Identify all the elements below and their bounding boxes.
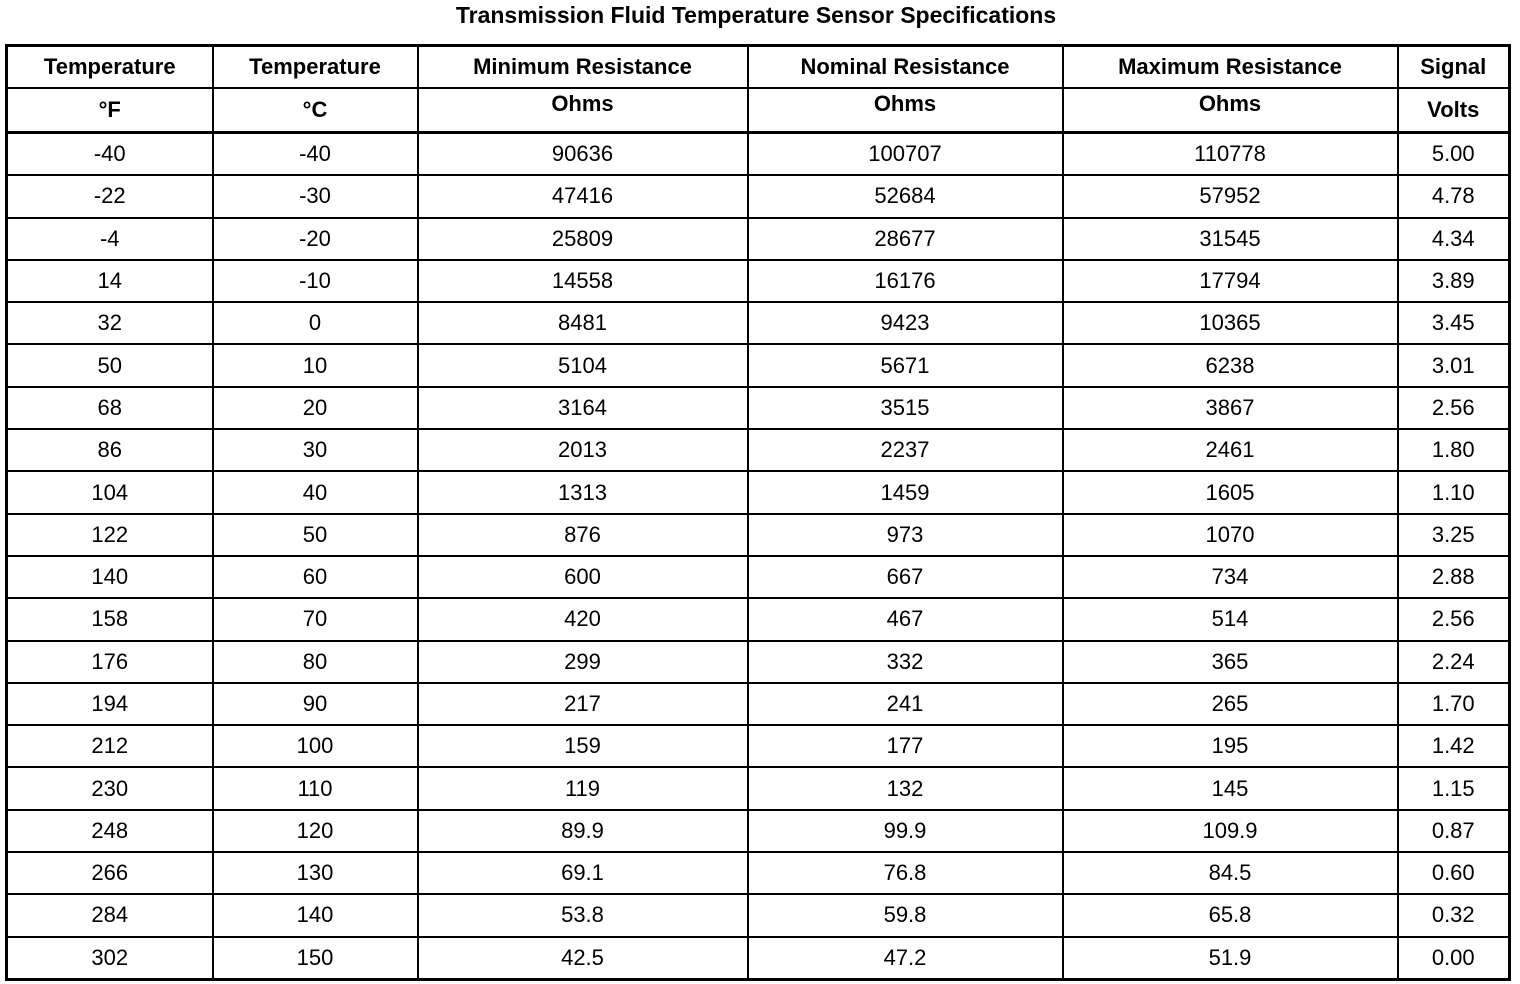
nominal-resistance-cell: 177 bbox=[748, 725, 1063, 767]
min-resistance-cell: 42.5 bbox=[418, 937, 748, 980]
nominal-resistance-cell: 28677 bbox=[748, 218, 1063, 260]
max-resistance-cell: 1070 bbox=[1063, 514, 1398, 556]
signal-volts-cell: 5.00 bbox=[1398, 133, 1510, 176]
temp-f-cell: 176 bbox=[7, 641, 213, 683]
temp-f-cell: 158 bbox=[7, 598, 213, 640]
signal-volts-cell: 4.78 bbox=[1398, 175, 1510, 217]
nominal-resistance-cell: 16176 bbox=[748, 260, 1063, 302]
table-row bbox=[7, 471, 1510, 513]
unit-ohms-minimum: Ohms bbox=[418, 88, 748, 133]
unit-fahrenheit: °F bbox=[7, 88, 213, 133]
signal-volts-cell: 0.60 bbox=[1398, 852, 1510, 894]
nominal-resistance-cell: 3515 bbox=[748, 387, 1063, 429]
header-row-labels bbox=[7, 46, 1510, 89]
temp-c-cell: 70 bbox=[213, 598, 418, 640]
max-resistance-cell: 10365 bbox=[1063, 302, 1398, 344]
max-resistance-cell: 2461 bbox=[1063, 429, 1398, 471]
temp-c-cell: 80 bbox=[213, 641, 418, 683]
signal-volts-cell: 1.42 bbox=[1398, 725, 1510, 767]
temp-c-cell: 140 bbox=[213, 894, 418, 936]
table-row bbox=[7, 514, 1510, 556]
max-resistance-cell: 1605 bbox=[1063, 471, 1398, 513]
max-resistance-cell: 365 bbox=[1063, 641, 1398, 683]
min-resistance-cell: 5104 bbox=[418, 344, 748, 386]
signal-volts-cell: 2.24 bbox=[1398, 641, 1510, 683]
temp-f-cell: -22 bbox=[7, 175, 213, 217]
nominal-resistance-cell: 47.2 bbox=[748, 937, 1063, 980]
signal-volts-cell: 3.45 bbox=[1398, 302, 1510, 344]
table-row bbox=[7, 683, 1510, 725]
signal-volts-cell: 0.00 bbox=[1398, 937, 1510, 980]
min-resistance-cell: 420 bbox=[418, 598, 748, 640]
signal-volts-cell: 1.80 bbox=[1398, 429, 1510, 471]
temp-f-cell: 86 bbox=[7, 429, 213, 471]
table-row bbox=[7, 725, 1510, 767]
nominal-resistance-cell: 973 bbox=[748, 514, 1063, 556]
max-resistance-cell: 31545 bbox=[1063, 218, 1398, 260]
temp-f-cell: 14 bbox=[7, 260, 213, 302]
temp-f-cell: 32 bbox=[7, 302, 213, 344]
nominal-resistance-cell: 59.8 bbox=[748, 894, 1063, 936]
temp-f-cell: 266 bbox=[7, 852, 213, 894]
nominal-resistance-cell: 52684 bbox=[748, 175, 1063, 217]
max-resistance-cell: 265 bbox=[1063, 683, 1398, 725]
min-resistance-cell: 159 bbox=[418, 725, 748, 767]
nominal-resistance-cell: 667 bbox=[748, 556, 1063, 598]
header-row-units bbox=[7, 88, 1510, 133]
temp-c-cell: 0 bbox=[213, 302, 418, 344]
min-resistance-cell: 53.8 bbox=[418, 894, 748, 936]
temp-f-cell: 194 bbox=[7, 683, 213, 725]
nominal-resistance-cell: 1459 bbox=[748, 471, 1063, 513]
max-resistance-cell: 145 bbox=[1063, 767, 1398, 809]
max-resistance-cell: 734 bbox=[1063, 556, 1398, 598]
signal-volts-cell: 3.89 bbox=[1398, 260, 1510, 302]
min-resistance-cell: 299 bbox=[418, 641, 748, 683]
temp-c-cell: 120 bbox=[213, 810, 418, 852]
temp-c-cell: 130 bbox=[213, 852, 418, 894]
temp-f-cell: -4 bbox=[7, 218, 213, 260]
nominal-resistance-cell: 241 bbox=[748, 683, 1063, 725]
signal-volts-cell: 1.15 bbox=[1398, 767, 1510, 809]
min-resistance-cell: 47416 bbox=[418, 175, 748, 217]
table-row bbox=[7, 810, 1510, 852]
nominal-resistance-cell: 5671 bbox=[748, 344, 1063, 386]
temp-f-cell: 140 bbox=[7, 556, 213, 598]
signal-volts-cell: 0.87 bbox=[1398, 810, 1510, 852]
nominal-resistance-cell: 467 bbox=[748, 598, 1063, 640]
temp-c-cell: 60 bbox=[213, 556, 418, 598]
header-temperature-f: Temperature bbox=[7, 46, 213, 89]
temp-f-cell: 248 bbox=[7, 810, 213, 852]
header-minimum-resistance: Minimum Resistance bbox=[418, 46, 748, 89]
max-resistance-cell: 84.5 bbox=[1063, 852, 1398, 894]
min-resistance-cell: 8481 bbox=[418, 302, 748, 344]
signal-volts-cell: 2.56 bbox=[1398, 387, 1510, 429]
max-resistance-cell: 514 bbox=[1063, 598, 1398, 640]
temp-f-cell: 104 bbox=[7, 471, 213, 513]
temp-f-cell: 212 bbox=[7, 725, 213, 767]
min-resistance-cell: 1313 bbox=[418, 471, 748, 513]
temp-f-cell: 302 bbox=[7, 937, 213, 980]
temp-f-cell: 68 bbox=[7, 387, 213, 429]
nominal-resistance-cell: 2237 bbox=[748, 429, 1063, 471]
signal-volts-cell: 2.56 bbox=[1398, 598, 1510, 640]
max-resistance-cell: 17794 bbox=[1063, 260, 1398, 302]
temp-f-cell: 50 bbox=[7, 344, 213, 386]
temp-f-cell: 230 bbox=[7, 767, 213, 809]
spec-table bbox=[5, 44, 1511, 981]
max-resistance-cell: 65.8 bbox=[1063, 894, 1398, 936]
table-row bbox=[7, 218, 1510, 260]
min-resistance-cell: 89.9 bbox=[418, 810, 748, 852]
table-row bbox=[7, 894, 1510, 936]
table-row bbox=[7, 937, 1510, 980]
min-resistance-cell: 217 bbox=[418, 683, 748, 725]
table-row bbox=[7, 302, 1510, 344]
min-resistance-cell: 14558 bbox=[418, 260, 748, 302]
table-row bbox=[7, 260, 1510, 302]
table-row bbox=[7, 344, 1510, 386]
temp-c-cell: 20 bbox=[213, 387, 418, 429]
unit-ohms-maximum: Ohms bbox=[1063, 88, 1398, 133]
nominal-resistance-cell: 76.8 bbox=[748, 852, 1063, 894]
signal-volts-cell: 3.25 bbox=[1398, 514, 1510, 556]
signal-volts-cell: 1.10 bbox=[1398, 471, 1510, 513]
max-resistance-cell: 195 bbox=[1063, 725, 1398, 767]
min-resistance-cell: 69.1 bbox=[418, 852, 748, 894]
signal-volts-cell: 1.70 bbox=[1398, 683, 1510, 725]
temp-c-cell: 40 bbox=[213, 471, 418, 513]
header-nominal-resistance: Nominal Resistance bbox=[748, 46, 1063, 89]
nominal-resistance-cell: 9423 bbox=[748, 302, 1063, 344]
table-body bbox=[7, 133, 1510, 980]
temp-f-cell: 122 bbox=[7, 514, 213, 556]
header-signal: Signal bbox=[1398, 46, 1510, 89]
min-resistance-cell: 3164 bbox=[418, 387, 748, 429]
temp-c-cell: -40 bbox=[213, 133, 418, 176]
temp-f-cell: 284 bbox=[7, 894, 213, 936]
header-temperature-c: Temperature bbox=[213, 46, 418, 89]
temp-c-cell: 110 bbox=[213, 767, 418, 809]
table-row bbox=[7, 641, 1510, 683]
temp-c-cell: -30 bbox=[213, 175, 418, 217]
signal-volts-cell: 2.88 bbox=[1398, 556, 1510, 598]
table-row bbox=[7, 133, 1510, 176]
page-title: Transmission Fluid Temperature Sensor Specifications bbox=[455, 2, 1057, 28]
temp-f-cell: -40 bbox=[7, 133, 213, 176]
max-resistance-cell: 109.9 bbox=[1063, 810, 1398, 852]
signal-volts-cell: 3.01 bbox=[1398, 344, 1510, 386]
min-resistance-cell: 90636 bbox=[418, 133, 748, 176]
max-resistance-cell: 3867 bbox=[1063, 387, 1398, 429]
temp-c-cell: -10 bbox=[213, 260, 418, 302]
nominal-resistance-cell: 100707 bbox=[748, 133, 1063, 176]
min-resistance-cell: 2013 bbox=[418, 429, 748, 471]
min-resistance-cell: 600 bbox=[418, 556, 748, 598]
table-row bbox=[7, 429, 1510, 471]
temp-c-cell: 100 bbox=[213, 725, 418, 767]
temp-c-cell: 30 bbox=[213, 429, 418, 471]
max-resistance-cell: 57952 bbox=[1063, 175, 1398, 217]
max-resistance-cell: 51.9 bbox=[1063, 937, 1398, 980]
table-row bbox=[7, 852, 1510, 894]
table-row bbox=[7, 387, 1510, 429]
header-maximum-resistance: Maximum Resistance bbox=[1063, 46, 1398, 89]
unit-ohms-nominal: Ohms bbox=[748, 88, 1063, 133]
temp-c-cell: 90 bbox=[213, 683, 418, 725]
unit-celsius: °C bbox=[213, 88, 418, 133]
nominal-resistance-cell: 332 bbox=[748, 641, 1063, 683]
min-resistance-cell: 25809 bbox=[418, 218, 748, 260]
temp-c-cell: 10 bbox=[213, 344, 418, 386]
table-row bbox=[7, 767, 1510, 809]
table-row bbox=[7, 598, 1510, 640]
nominal-resistance-cell: 99.9 bbox=[748, 810, 1063, 852]
table-row bbox=[7, 556, 1510, 598]
table-row bbox=[7, 175, 1510, 217]
unit-volts: Volts bbox=[1398, 88, 1510, 133]
min-resistance-cell: 876 bbox=[418, 514, 748, 556]
temp-c-cell: 50 bbox=[213, 514, 418, 556]
max-resistance-cell: 6238 bbox=[1063, 344, 1398, 386]
min-resistance-cell: 119 bbox=[418, 767, 748, 809]
signal-volts-cell: 0.32 bbox=[1398, 894, 1510, 936]
nominal-resistance-cell: 132 bbox=[748, 767, 1063, 809]
temp-c-cell: 150 bbox=[213, 937, 418, 980]
temp-c-cell: -20 bbox=[213, 218, 418, 260]
max-resistance-cell: 110778 bbox=[1063, 133, 1398, 176]
signal-volts-cell: 4.34 bbox=[1398, 218, 1510, 260]
